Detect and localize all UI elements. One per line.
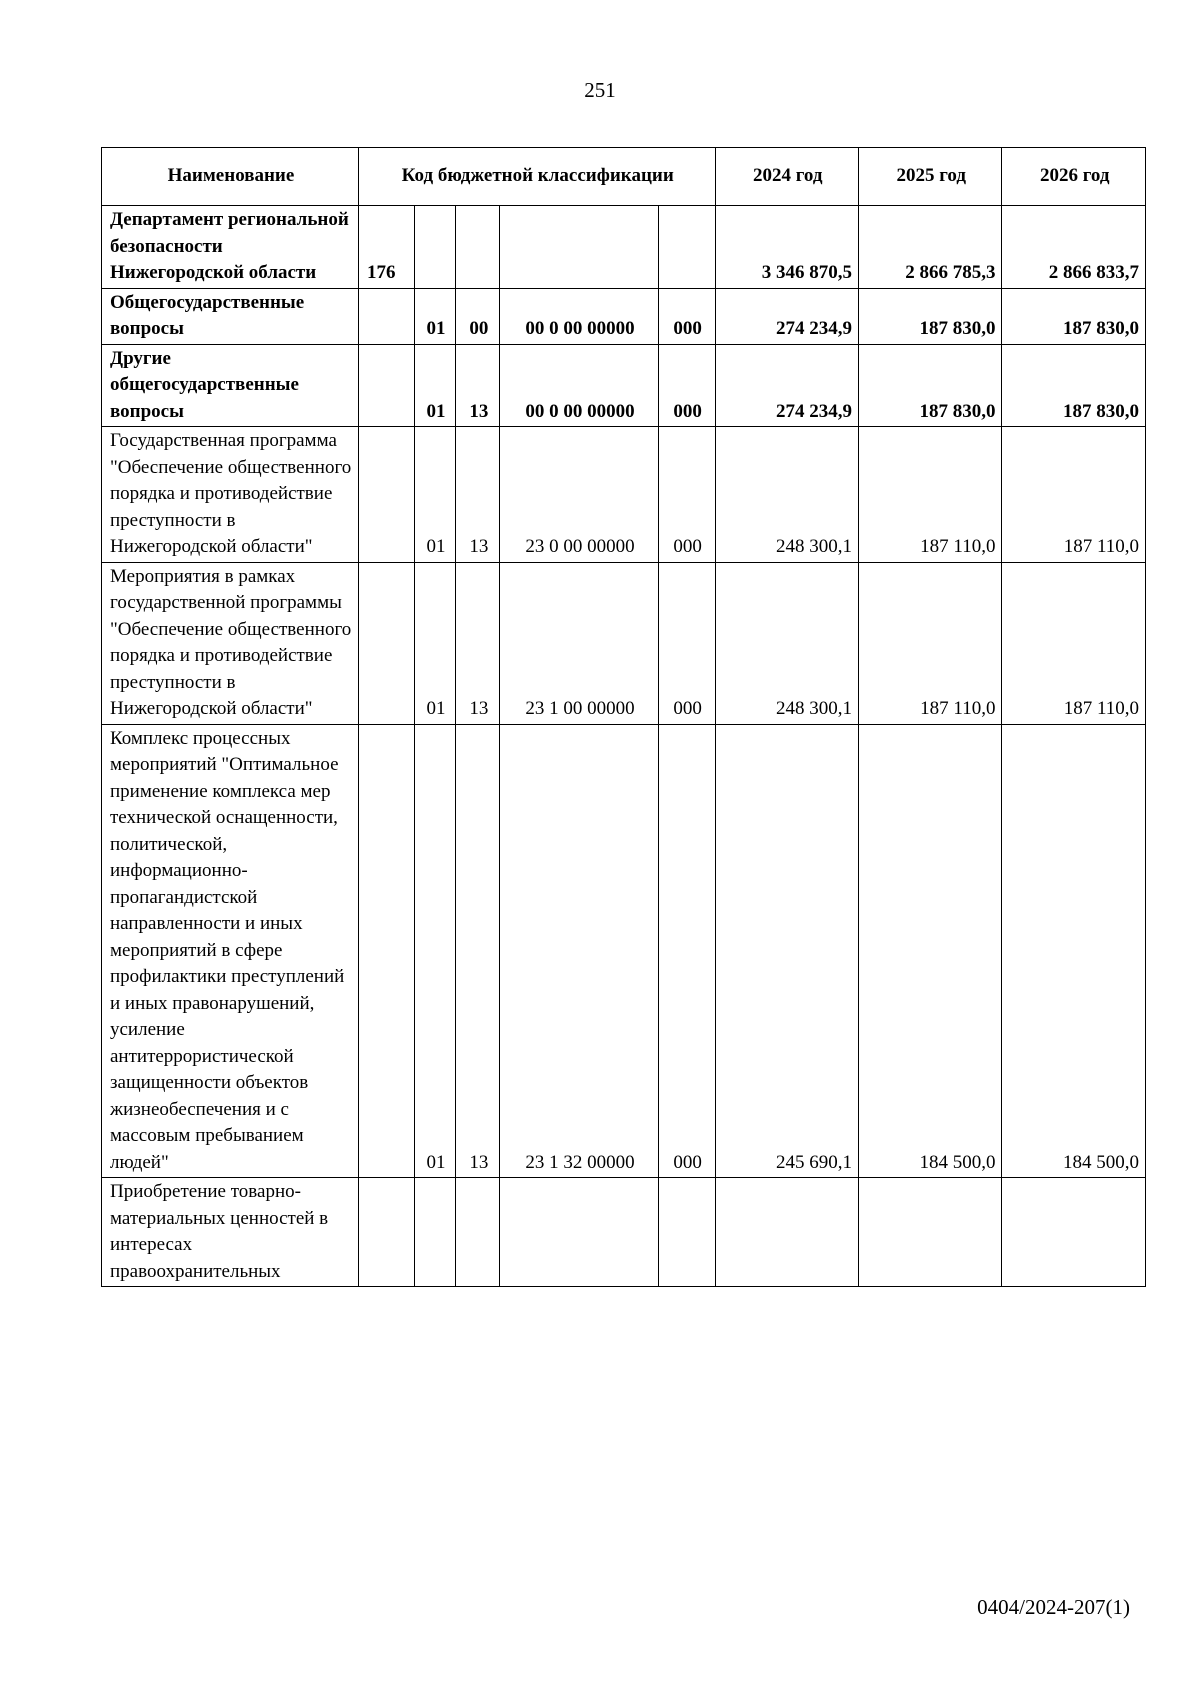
value-2025: 187 830,0 <box>859 344 1002 427</box>
table-row <box>102 427 1146 563</box>
row-name: Мероприятия в рамках государственной программы "Обеспечение общественного порядка и противодействие преступности в Нижегородской области" <box>102 562 359 724</box>
value-2025 <box>859 1178 1002 1287</box>
code-expense-type: 000 <box>658 288 715 344</box>
value-2024: 3 346 870,5 <box>715 206 858 289</box>
value-2025: 187 110,0 <box>859 427 1002 563</box>
code-target: 00 0 00 00000 <box>500 344 658 427</box>
row-name: Другие общегосударственные вопросы <box>102 344 359 427</box>
table-row <box>102 206 1146 289</box>
code-target: 23 0 00 00000 <box>500 427 658 563</box>
table-row <box>102 562 1146 724</box>
code-subsection: 13 <box>456 724 500 1178</box>
value-2025: 184 500,0 <box>859 724 1002 1178</box>
code-target <box>500 206 658 289</box>
value-2024 <box>715 1178 858 1287</box>
code-section: 01 <box>414 724 456 1178</box>
table-row <box>102 344 1146 427</box>
table-row <box>102 724 1146 1178</box>
value-2025: 187 830,0 <box>859 288 1002 344</box>
code-ministry <box>358 344 414 427</box>
code-section: 01 <box>414 344 456 427</box>
code-expense-type: 000 <box>658 562 715 724</box>
code-section <box>414 1178 456 1287</box>
header-2024: 2024 год <box>715 148 858 206</box>
code-target: 23 1 32 00000 <box>500 724 658 1178</box>
code-ministry <box>358 1178 414 1287</box>
code-subsection: 13 <box>456 427 500 563</box>
row-name: Общегосударственные вопросы <box>102 288 359 344</box>
value-2026: 187 830,0 <box>1002 288 1146 344</box>
table-row <box>102 288 1146 344</box>
value-2026: 187 110,0 <box>1002 427 1146 563</box>
header-2025: 2025 год <box>859 148 1002 206</box>
value-2024: 245 690,1 <box>715 724 858 1178</box>
value-2026: 2 866 833,7 <box>1002 206 1146 289</box>
code-subsection: 13 <box>456 344 500 427</box>
code-section: 01 <box>414 427 456 563</box>
code-subsection: 13 <box>456 562 500 724</box>
value-2024: 248 300,1 <box>715 562 858 724</box>
code-subsection <box>456 1178 500 1287</box>
value-2024: 248 300,1 <box>715 427 858 563</box>
value-2026: 184 500,0 <box>1002 724 1146 1178</box>
value-2024: 274 234,9 <box>715 288 858 344</box>
code-expense-type: 000 <box>658 724 715 1178</box>
header-2026: 2026 год <box>1002 148 1146 206</box>
code-expense-type <box>658 206 715 289</box>
document-reference: 0404/2024-207(1) <box>977 1595 1130 1619</box>
table-header-row <box>102 148 1146 206</box>
header-name: Наименование <box>102 148 359 206</box>
code-expense-type <box>658 1178 715 1287</box>
page-number: 251 <box>584 78 616 102</box>
row-name: Приобретение товарно-материальных ценностей в интересах правоохранительных <box>102 1178 359 1287</box>
code-target: 23 1 00 00000 <box>500 562 658 724</box>
value-2025: 2 866 785,3 <box>859 206 1002 289</box>
code-ministry <box>358 427 414 563</box>
code-section <box>414 206 456 289</box>
row-name: Комплекс процессных мероприятий "Оптимальное применение комплекса мер технической оснащенности, политической, информационно-пропагандистской направленности и иных мероприятий в сфере профилактики преступлений и иных правонарушений, усиление антитеррористической защищенности объектов жизнеобеспечения и с массовым пребыванием людей" <box>102 724 359 1178</box>
row-name: Государственная программа "Обеспечение общественного порядка и противодействие преступности в Нижегородской области" <box>102 427 359 563</box>
code-section: 01 <box>414 562 456 724</box>
table-row <box>102 1178 1146 1287</box>
code-target <box>500 1178 658 1287</box>
code-expense-type: 000 <box>658 427 715 563</box>
code-section: 01 <box>414 288 456 344</box>
code-expense-type: 000 <box>658 344 715 427</box>
value-2026 <box>1002 1178 1146 1287</box>
value-2024: 274 234,9 <box>715 344 858 427</box>
value-2025: 187 110,0 <box>859 562 1002 724</box>
code-subsection <box>456 206 500 289</box>
header-code: Код бюджетной классификации <box>358 148 715 206</box>
code-ministry <box>358 562 414 724</box>
code-ministry <box>358 724 414 1178</box>
code-subsection: 00 <box>456 288 500 344</box>
code-ministry: 176 <box>358 206 414 289</box>
budget-table <box>101 147 1146 1287</box>
value-2026: 187 110,0 <box>1002 562 1146 724</box>
code-ministry <box>358 288 414 344</box>
value-2026: 187 830,0 <box>1002 344 1146 427</box>
code-target: 00 0 00 00000 <box>500 288 658 344</box>
row-name: Департамент региональной безопасности Нижегородской области <box>102 206 359 289</box>
